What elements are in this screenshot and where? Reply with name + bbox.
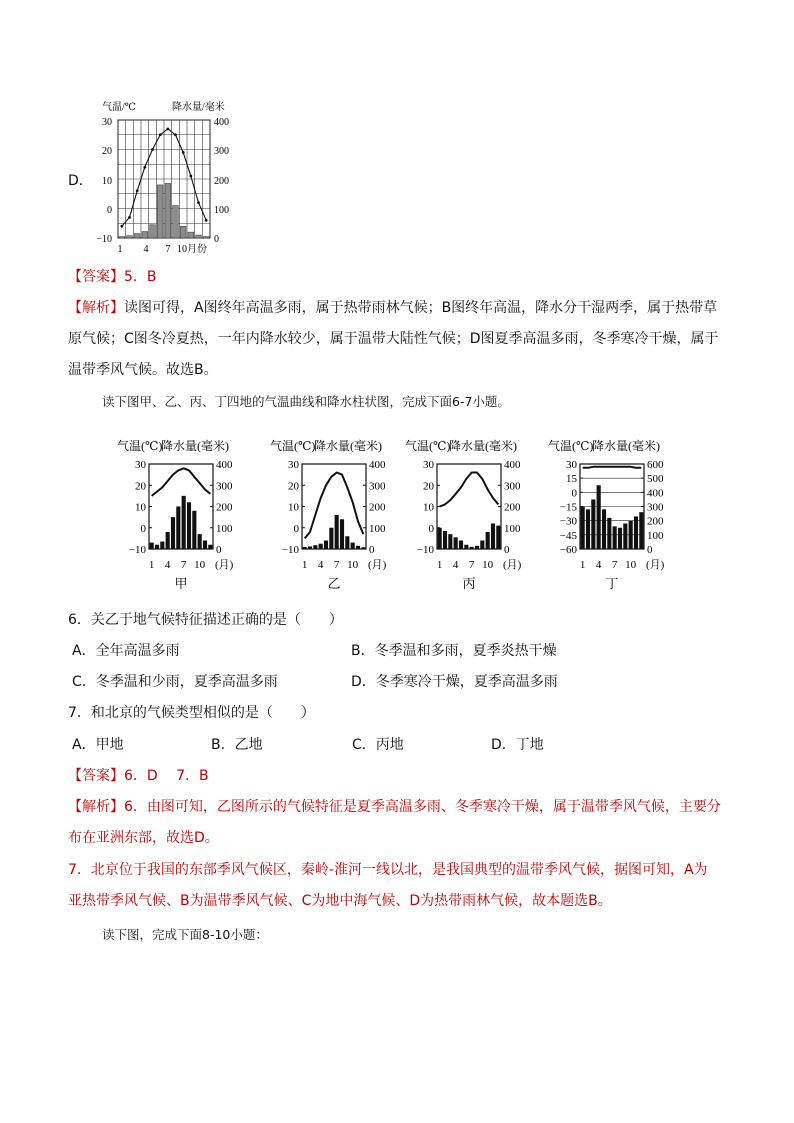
precip-bar [607,518,611,549]
tick-label: 10月份 [177,244,207,255]
tick-label: (月) [215,559,234,571]
precip-bar [454,537,458,549]
intro-8-10: 读下图，完成下面8-10小题： [102,927,268,942]
tick-label: 200 [369,501,386,514]
plot-frame [302,464,366,549]
tick-label: 200 [647,515,664,528]
tick-label: 降水量(毫米) [449,439,517,453]
analysis-text: 6．由图可知，乙图所示的气候特征是夏季高温多雨、冬季寒冷干燥，属于温带季风气候，主要分 [124,799,721,815]
answer-tag: 【答案】 [68,768,124,784]
precip-bar [591,499,595,549]
q7-option-d[interactable]: D．丁地 [491,737,544,753]
tick-label: −10 [96,234,112,245]
precip-bar [486,532,490,549]
tick-label: 20 [135,480,146,493]
precip-bar [319,544,323,549]
precip-bar [623,524,627,550]
precip-bar [324,541,328,550]
precip-bar [160,542,164,549]
temperature-point [136,189,139,192]
right-axis-title: 降水量/毫米 [172,102,225,113]
precip-bar [459,541,463,550]
tick-label: 30 [102,117,112,128]
tick-label: 气温(℃) [117,439,163,453]
tick-label: 10 [135,501,146,514]
temperature-point [151,148,154,151]
temperature-curve [440,473,499,507]
tick-label: 4 [143,244,149,255]
tick-label: 4 [317,559,324,571]
chart-name: 丁 [605,576,619,591]
tick-label: 7 [180,559,187,571]
tick-label: 气温(℃) [405,439,451,453]
answer-5 [68,267,157,287]
tick-label: 4 [595,559,602,571]
precip-bar [166,532,170,549]
precip-bar [345,536,349,549]
q6-stem: 6．关乙于地气候特征描述正确的是（ ） [68,612,343,628]
tick-label: −60 [559,544,577,556]
analysis-67-line-1 [68,797,721,817]
q7-option-a[interactable]: A．甲地 [72,737,124,753]
precip-bar [134,234,140,238]
option-d-label: D． [68,173,93,189]
temperature-point [174,133,177,136]
tick-label: 0 [293,522,299,535]
tick-label: −10 [281,544,299,556]
precip-bar [173,206,179,238]
tick-label: 30 [288,459,299,471]
q6-option-a[interactable]: A．全年高温多雨 [72,643,180,659]
tick-label: 气温(℃) [270,439,316,453]
precip-bar [171,517,175,549]
tick-label: 1 [148,559,155,571]
precip-bar [157,185,163,238]
tick-label: 1 [301,559,308,571]
precip-bar [192,511,196,549]
q6-option-b[interactable]: B．冬季温和多雨，夏季炎热干燥 [351,643,557,659]
tick-label: 10 [194,559,206,571]
tick-label: 0 [107,205,112,216]
tick-label: −10 [128,544,146,556]
tick-label: −45 [559,529,577,542]
tick-label: 400 [216,459,233,471]
temperature-point [166,127,169,130]
tick-label: 4 [452,559,459,571]
tick-label: 300 [214,146,229,157]
precip-bar [313,545,317,549]
precip-bar [340,519,344,549]
precip-bar [464,545,468,549]
precip-bar [602,509,606,549]
precip-bar [618,528,622,549]
option-d-climate-chart [96,96,246,256]
tick-label: 0 [216,544,222,556]
analysis-5-line-3: 温带季风气候。故选B。 [68,362,218,378]
tick-label: 0 [504,544,510,556]
tick-label: 30 [423,459,434,471]
analysis-67-line-4: 亚热带季风气候、B为温带季风气候、C为地中海气候、D为热带雨林气候，故本题选B。 [68,893,612,909]
chart-name: 乙 [327,576,341,591]
precip-bar [165,183,171,238]
intro-6-7: 读下图甲、乙、丙、丁四地的气温曲线和降水柱状图，完成下面6-7小题。 [102,394,510,409]
tick-label: 600 [647,459,664,471]
tick-label: 100 [214,205,229,216]
temperature-point [189,175,192,178]
precip-bar [470,547,474,549]
left-axis-title: 气温/℃ [102,102,136,113]
tick-label: 20 [288,480,299,493]
temperature-point [182,151,185,154]
precip-bar [581,507,585,550]
temperature-curve [152,468,211,496]
tick-label: 400 [504,459,521,471]
tick-label: 4 [164,559,171,571]
tick-label: 1 [117,244,123,255]
temperature-curve [583,467,642,468]
tick-label: 10 [288,501,299,514]
tick-label: 0 [140,522,146,535]
tick-label: 30 [566,459,577,471]
tick-label: 400 [647,487,664,500]
tick-label: 100 [647,529,664,542]
precip-bar [496,526,500,549]
tick-label: 20 [102,146,112,157]
analysis-tag: 【解析】 [68,300,124,316]
chart-bing [403,436,533,594]
q7-option-c[interactable]: C．丙地 [352,737,404,753]
tick-label: 0 [428,522,434,535]
analysis-5-line-2: 原气候；C图冬冷夏热，一年内降水较少，属于温带大陆性气候；D图夏季高温多雨，冬季寒冷干燥，属于 [68,331,719,347]
precip-bar [335,515,339,549]
precip-bar [351,543,355,549]
answer-6-7 [68,766,209,786]
precip-bar [127,236,133,238]
tick-label: 7 [333,559,340,571]
tick-label: 15 [566,473,577,486]
precip-bar [361,547,365,549]
precip-bar [180,226,186,238]
chart-name: 丙 [462,576,476,591]
precip-bar [196,235,202,238]
answer-text: 6．D 7．B [124,768,209,784]
tick-label: 200 [504,501,521,514]
q7-option-b[interactable]: B．乙地 [211,737,263,753]
precip-bar [208,545,212,549]
precip-bar [308,546,312,549]
temperature-curve [305,473,364,539]
tick-label: 100 [369,522,386,535]
answer-tag: 【答案】 [68,269,124,285]
precip-bar [480,541,484,550]
temperature-point [205,219,208,222]
tick-label: 1 [436,559,443,571]
tick-label: 1 [579,559,586,571]
precip-bar [448,534,452,549]
tick-label: (月) [646,559,665,571]
tick-label: 10 [625,559,637,571]
temperature-point [197,201,200,204]
tick-label: 10 [482,559,494,571]
tick-label: 500 [647,473,664,486]
precip-bar [639,512,643,549]
temperature-point [128,216,131,219]
tick-label: 100 [216,522,233,535]
tick-label: 7 [468,559,475,571]
precip-bar [142,232,148,238]
precip-bar [629,521,633,549]
temperature-point [120,225,123,228]
precip-bar [198,534,202,549]
tick-label: 200 [216,501,233,514]
chart-name: 甲 [174,576,188,591]
precip-bar [203,541,207,550]
tick-label: −15 [559,501,577,514]
chart-yi [268,436,398,594]
temperature-point [143,166,146,169]
tick-label: (月) [368,559,387,571]
tick-label: −10 [416,544,434,556]
tick-label: 0 [369,544,375,556]
temperature-point [159,133,162,136]
tick-label: 0 [647,544,653,556]
tick-label: 10 [102,176,112,187]
tick-label: 300 [216,480,233,493]
precip-bar [443,531,447,549]
precip-bar [187,502,191,549]
precip-bar [438,528,442,549]
precip-bar [150,543,154,549]
precip-bar [303,547,307,549]
tick-label: 气温(℃) [548,439,594,453]
tick-label: 400 [214,117,229,128]
tick-label: 10 [347,559,359,571]
tick-label: (月) [503,559,522,571]
analysis-5-line-1 [68,298,717,318]
precip-bar [203,237,209,238]
analysis-text: 读图可得，A图终年高温多雨，属于热带雨林气候；B图终年高温，降水分干湿两季，属于热带草 [124,300,718,316]
analysis-67-line-2: 布在亚洲东部，故选D。 [68,830,219,846]
precip-bar [155,545,159,549]
precip-bar [150,225,156,238]
tick-label: −30 [559,515,577,528]
q6-option-d[interactable]: D．冬季寒冷干燥，夏季高温多雨 [351,674,558,690]
precip-bar [586,509,590,549]
precip-bar [634,516,638,549]
precip-bar [597,485,601,549]
precip-bar [176,507,180,550]
tick-label: 20 [423,480,434,493]
tick-label: 10 [423,501,434,514]
q7-stem: 7．和北京的气候类型相似的是（ ） [68,705,315,721]
precip-bar [188,232,194,238]
precip-bar [119,237,125,238]
tick-label: 降水量(毫米) [314,439,382,453]
tick-label: 7 [165,244,171,255]
precip-bar [475,546,479,549]
tick-label: 30 [135,459,146,471]
tick-label: 300 [504,480,521,493]
chart-ding [546,436,686,594]
precip-bar [329,528,333,549]
tick-label: 200 [214,176,229,187]
precip-bar [182,496,186,549]
tick-label: 300 [647,501,664,514]
tick-label: 0 [571,487,577,500]
tick-label: 降水量(毫米) [161,439,229,453]
answer-text: 5．B [124,269,157,285]
tick-label: 降水量(毫米) [592,439,660,453]
q6-option-c[interactable]: C．冬季温和少雨，夏季高温多雨 [72,674,278,690]
chart-jia [115,436,245,594]
plot-frame [149,464,213,549]
tick-label: 7 [611,559,618,571]
tick-label: 300 [369,480,386,493]
tick-label: 100 [504,522,521,535]
analysis-tag: 【解析】 [68,799,124,815]
precip-bar [356,546,360,549]
precip-bar [613,526,617,549]
tick-label: 400 [369,459,386,471]
tick-label: 0 [214,234,219,245]
analysis-67-line-3: 7．北京位于我国的东部季风气候区，秦岭-淮河一线以北，是我国典型的温带季风气候，据图可知，A为 [68,862,708,878]
precip-bar [491,524,495,550]
